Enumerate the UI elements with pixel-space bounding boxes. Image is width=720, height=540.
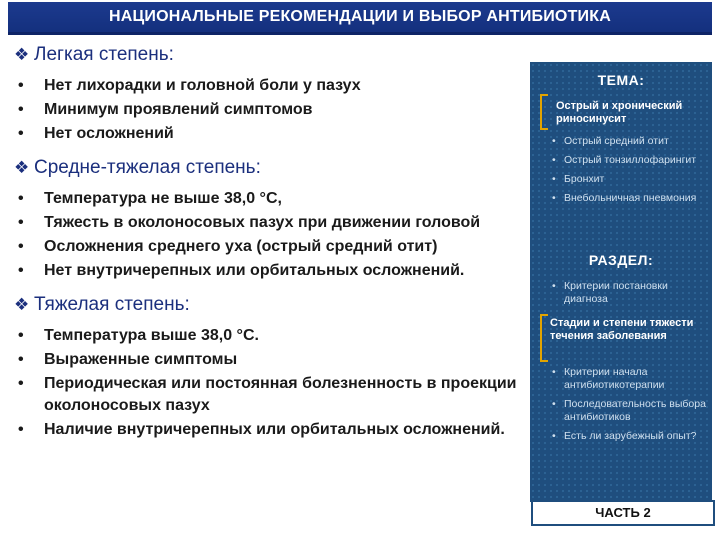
- page-title: НАЦИОНАЛЬНЫЕ РЕКОМЕНДАЦИИ И ВЫБОР АНТИБИОТИКА: [8, 2, 712, 35]
- bracket-marker: [540, 314, 548, 362]
- list-item: • Наличие внутричерепных или орбитальных осложнений.: [14, 419, 524, 441]
- section-list-moderate: [14, 188, 524, 282]
- header: [0, 0, 720, 38]
- checkmark-diamond-icon: ❖: [14, 158, 30, 177]
- sidebar-tema-block: [530, 72, 712, 88]
- section-list-severe: [14, 325, 524, 441]
- main-content: [14, 44, 524, 453]
- bullet-dot-icon: •: [552, 192, 556, 204]
- sidebar-tema-heading: ТЕМА:: [597, 72, 645, 88]
- section-list-mild: [14, 75, 524, 145]
- list-item: • Минимум проявлений симптомов: [14, 99, 524, 121]
- list-item: • Нет лихорадки и головной боли у пазух: [14, 75, 524, 97]
- sidebar-item-tema[interactable]: • Острый тонзиллофарингит: [552, 154, 697, 166]
- section-title-severe: [14, 294, 524, 316]
- bullet-dot-icon: •: [18, 214, 24, 231]
- bullet-dot-icon: •: [18, 101, 24, 118]
- list-item: • Нет осложнений: [14, 123, 524, 145]
- sidebar-razdel-heading: РАЗДЕЛ:: [588, 252, 654, 268]
- checkmark-diamond-icon: ❖: [14, 295, 30, 314]
- section-title-text: Легкая степень:: [34, 44, 174, 65]
- sidebar-panel: [530, 62, 712, 502]
- sidebar-item-tema[interactable]: • Бронхит: [552, 173, 605, 185]
- bullet-dot-icon: •: [18, 262, 24, 279]
- bullet-dot-icon: •: [18, 77, 24, 94]
- bullet-dot-icon: •: [552, 154, 556, 166]
- bullet-dot-icon: •: [18, 327, 24, 344]
- sidebar-tema-current[interactable]: Острый и хронический риносинусит: [556, 100, 683, 125]
- sidebar-item-razdel[interactable]: • Последовательность выбора антибиотиков: [552, 398, 706, 423]
- sidebar-item-tema[interactable]: • Внебольничная пневмония: [552, 192, 697, 204]
- sidebar-item-tema[interactable]: • Острый средний отит: [552, 135, 669, 147]
- bullet-dot-icon: •: [18, 238, 24, 255]
- bullet-dot-icon: •: [552, 398, 556, 410]
- bullet-dot-icon: •: [18, 125, 24, 142]
- bullet-dot-icon: •: [552, 173, 556, 185]
- section-title-moderate: [14, 157, 524, 179]
- list-item: • Осложнения среднего уха (острый средний отит): [14, 236, 524, 258]
- list-item: • Периодическая или постоянная болезненность в проекции околоносовых пазух: [18, 375, 517, 414]
- bullet-dot-icon: •: [18, 421, 24, 438]
- bullet-dot-icon: •: [18, 351, 24, 368]
- part-label: ЧАСТЬ 2: [531, 500, 715, 526]
- list-item: • Выраженные симптомы: [14, 349, 524, 371]
- section-title-mild: [14, 44, 524, 66]
- bullet-dot-icon: •: [552, 135, 556, 147]
- bullet-dot-icon: •: [552, 430, 556, 442]
- sidebar-item-razdel[interactable]: • Критерии постановки диагноза: [552, 280, 668, 305]
- sidebar-razdel-list-top: [530, 280, 712, 312]
- sidebar-razdel-block: [530, 252, 712, 268]
- section-title-text: Тяжелая степень:: [34, 294, 190, 315]
- sidebar-razdel-current[interactable]: Стадии и степени тяжести течения заболевания: [550, 317, 694, 342]
- list-item: • Температура не выше 38,0 °С,: [14, 188, 524, 210]
- bracket-marker: [540, 94, 548, 130]
- sidebar-razdel-list-bottom: [530, 366, 712, 449]
- bullet-dot-icon: •: [552, 280, 556, 292]
- bullet-dot-icon: •: [552, 366, 556, 378]
- sidebar-item-razdel[interactable]: • Есть ли зарубежный опыт?: [552, 430, 697, 442]
- bullet-dot-icon: •: [18, 190, 24, 207]
- list-item: • Тяжесть в околоносовых пазух при движении головой: [14, 212, 524, 234]
- list-item: • Нет внутричерепных или орбитальных осложнений.: [14, 260, 524, 282]
- sidebar-item-razdel[interactable]: • Критерии начала антибиотикотерапии: [552, 366, 665, 391]
- checkmark-diamond-icon: ❖: [14, 45, 30, 64]
- list-item: • Температура выше 38,0 °С.: [14, 325, 524, 347]
- section-title-text: Средне-тяжелая степень:: [34, 157, 261, 178]
- sidebar-tema-list: [530, 135, 712, 211]
- bullet-dot-icon: •: [18, 375, 24, 392]
